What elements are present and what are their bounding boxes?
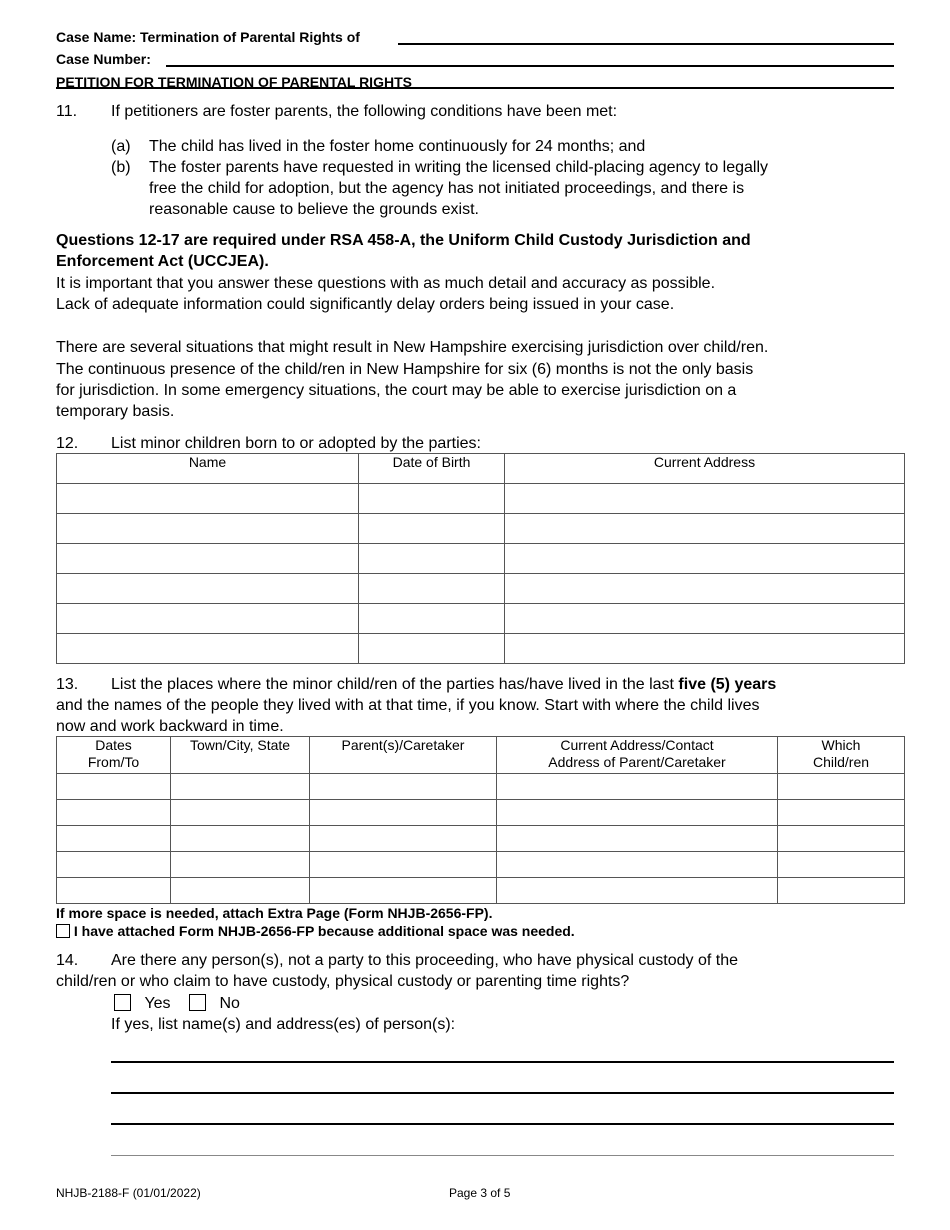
table-cell[interactable] bbox=[359, 604, 505, 634]
footer-page-number: Page 3 of 5 bbox=[449, 1186, 511, 1200]
item13-line1 bbox=[111, 674, 776, 695]
uccjea-p1-line2: Lack of adequate information could significantly delay orders being issued in your case. bbox=[56, 296, 675, 313]
table-cell[interactable] bbox=[171, 826, 310, 852]
item14-number: 14. bbox=[56, 952, 79, 969]
yes-label: Yes bbox=[144, 995, 171, 1012]
col-header-current-1: Current Address/Contact bbox=[560, 737, 714, 753]
case-number-label: Case Number: bbox=[56, 51, 151, 67]
col-header-current-2: Address of Parent/Caretaker bbox=[548, 754, 726, 770]
table-cell[interactable] bbox=[497, 852, 778, 878]
col-header-current-address bbox=[497, 737, 778, 774]
table-row bbox=[57, 514, 905, 544]
header-rule bbox=[56, 87, 894, 89]
uccjea-p2-line1: There are several situations that might result in New Hampshire exercising jurisdiction over child/ren. bbox=[56, 339, 769, 356]
person-line-4[interactable] bbox=[111, 1155, 894, 1156]
case-number-field[interactable] bbox=[166, 65, 894, 67]
item11-b-line1: The foster parents have requested in writing the licensed child-placing agency to legally bbox=[149, 159, 769, 176]
footer-form-id: NHJB-2188-F (01/01/2022) bbox=[56, 1186, 201, 1200]
yes-no-row bbox=[114, 993, 240, 1014]
no-checkbox[interactable] bbox=[189, 994, 206, 1011]
form-title: PETITION FOR TERMINATION OF PARENTAL RIGHTS bbox=[56, 74, 412, 90]
table-cell[interactable] bbox=[497, 878, 778, 904]
item12-text: List minor children born to or adopted by the parties: bbox=[111, 435, 481, 452]
uccjea-heading-line1: Questions 12-17 are required under RSA 458-A, the Uniform Child Custody Jurisdiction and bbox=[56, 232, 751, 249]
table-cell[interactable] bbox=[359, 514, 505, 544]
table-cell[interactable] bbox=[778, 826, 905, 852]
item13-line3: now and work backward in time. bbox=[56, 718, 284, 735]
table-row bbox=[57, 800, 905, 826]
uccjea-heading-line2: Enforcement Act (UCCJEA). bbox=[56, 253, 269, 270]
table-cell[interactable] bbox=[57, 574, 359, 604]
col-header-which-1: Which bbox=[821, 737, 861, 753]
item14-line1: Are there any person(s), not a party to this proceeding, who have physical custody of the bbox=[111, 952, 739, 969]
no-label: No bbox=[219, 995, 240, 1012]
person-line-2[interactable] bbox=[111, 1092, 894, 1094]
table-cell[interactable] bbox=[778, 800, 905, 826]
table-row bbox=[57, 774, 905, 800]
table-row bbox=[57, 484, 905, 514]
table-cell[interactable] bbox=[497, 774, 778, 800]
table-cell[interactable] bbox=[497, 800, 778, 826]
children-table bbox=[56, 453, 905, 664]
table-row bbox=[57, 604, 905, 634]
table-cell[interactable] bbox=[171, 852, 310, 878]
item12-number: 12. bbox=[56, 435, 79, 452]
attached-form-checkbox[interactable] bbox=[56, 924, 70, 938]
table-cell[interactable] bbox=[171, 800, 310, 826]
table-cell[interactable] bbox=[57, 634, 359, 664]
table-cell[interactable] bbox=[310, 878, 497, 904]
table-cell[interactable] bbox=[171, 878, 310, 904]
item13-line2: and the names of the people they lived with at that time, if you know. Start with where the child lives bbox=[56, 697, 760, 714]
col-header-parent: Parent(s)/Caretaker bbox=[310, 737, 497, 774]
table-cell[interactable] bbox=[57, 852, 171, 878]
table-cell[interactable] bbox=[778, 878, 905, 904]
uccjea-p1-line1: It is important that you answer these questions with as much detail and accuracy as possible. bbox=[56, 275, 716, 292]
col-header-which-child bbox=[778, 737, 905, 774]
residence-table bbox=[56, 736, 905, 904]
table-cell[interactable] bbox=[359, 484, 505, 514]
table-cell[interactable] bbox=[359, 634, 505, 664]
table-cell[interactable] bbox=[778, 852, 905, 878]
item11-b-line3: reasonable cause to believe the grounds exist. bbox=[149, 201, 479, 218]
col-header-which-2: Child/ren bbox=[812, 754, 870, 770]
table-cell[interactable] bbox=[310, 852, 497, 878]
table-cell[interactable] bbox=[497, 826, 778, 852]
table-cell[interactable] bbox=[57, 604, 359, 634]
col-header-dob: Date of Birth bbox=[359, 454, 505, 484]
case-name-field[interactable] bbox=[398, 43, 894, 45]
attached-form-label: I have attached Form NHJB-2656-FP because additional space was needed. bbox=[73, 923, 575, 939]
attached-form-row bbox=[56, 923, 575, 939]
item11-b-line2: free the child for adoption, but the agency has not initiated proceedings, and there is bbox=[149, 180, 745, 197]
case-name-label: Case Name: Termination of Parental Rights of bbox=[56, 29, 360, 45]
item11-a-label: (a) bbox=[111, 138, 131, 155]
item11-number: 11. bbox=[56, 103, 78, 120]
col-header-address: Current Address bbox=[505, 454, 905, 484]
table-cell[interactable] bbox=[359, 574, 505, 604]
table-cell[interactable] bbox=[57, 800, 171, 826]
table-cell[interactable] bbox=[505, 634, 905, 664]
item13-number: 13. bbox=[56, 676, 79, 693]
table-row bbox=[57, 544, 905, 574]
table-cell[interactable] bbox=[778, 774, 905, 800]
table-cell[interactable] bbox=[505, 604, 905, 634]
item13-line1-bold: five (5) years bbox=[678, 676, 777, 693]
table-cell[interactable] bbox=[57, 514, 359, 544]
table-cell[interactable] bbox=[57, 774, 171, 800]
table-row bbox=[57, 826, 905, 852]
item14-list-label: If yes, list name(s) and address(es) of person(s): bbox=[111, 1016, 456, 1033]
table-cell[interactable] bbox=[171, 774, 310, 800]
item11-intro: If petitioners are foster parents, the following conditions have been met: bbox=[111, 103, 618, 120]
col-header-dates-2: From/To bbox=[87, 754, 140, 770]
uccjea-p2-line3: for jurisdiction. In some emergency situations, the court may be able to exercise jurisdiction on a bbox=[56, 382, 737, 399]
col-header-dates-1: Dates bbox=[95, 737, 132, 753]
item11-a-text: The child has lived in the foster home continuously for 24 months; and bbox=[149, 138, 646, 155]
uccjea-p2-line2: The continuous presence of the child/ren in New Hampshire for six (6) months is not the only basis bbox=[56, 361, 754, 378]
table-cell[interactable] bbox=[310, 826, 497, 852]
extra-page-note: If more space is needed, attach Extra Page (Form NHJB-2656-FP). bbox=[56, 905, 493, 921]
table-row bbox=[57, 852, 905, 878]
col-header-town: Town/City, State bbox=[171, 737, 310, 774]
person-line-3[interactable] bbox=[111, 1123, 894, 1125]
uccjea-p2-line4: temporary basis. bbox=[56, 403, 175, 420]
table-cell[interactable] bbox=[57, 826, 171, 852]
table-cell[interactable] bbox=[505, 484, 905, 514]
table-cell[interactable] bbox=[57, 544, 359, 574]
table-cell[interactable] bbox=[505, 514, 905, 544]
person-line-1[interactable] bbox=[111, 1061, 894, 1063]
table-cell[interactable] bbox=[505, 544, 905, 574]
table-cell[interactable] bbox=[310, 800, 497, 826]
item14-line2: child/ren or who claim to have custody, physical custody or parenting time rights? bbox=[56, 973, 630, 990]
item11-b-label: (b) bbox=[111, 159, 131, 176]
table-row bbox=[57, 574, 905, 604]
col-header-dates bbox=[57, 737, 171, 774]
table-cell[interactable] bbox=[310, 774, 497, 800]
table-cell[interactable] bbox=[57, 484, 359, 514]
table-cell[interactable] bbox=[505, 574, 905, 604]
yes-checkbox[interactable] bbox=[114, 994, 131, 1011]
item13-line1-text: List the places where the minor child/ren of the parties has/have lived in the last bbox=[111, 676, 679, 693]
table-cell[interactable] bbox=[359, 544, 505, 574]
table-row bbox=[57, 634, 905, 664]
col-header-name: Name bbox=[57, 454, 359, 484]
table-cell[interactable] bbox=[57, 878, 171, 904]
table-row bbox=[57, 878, 905, 904]
